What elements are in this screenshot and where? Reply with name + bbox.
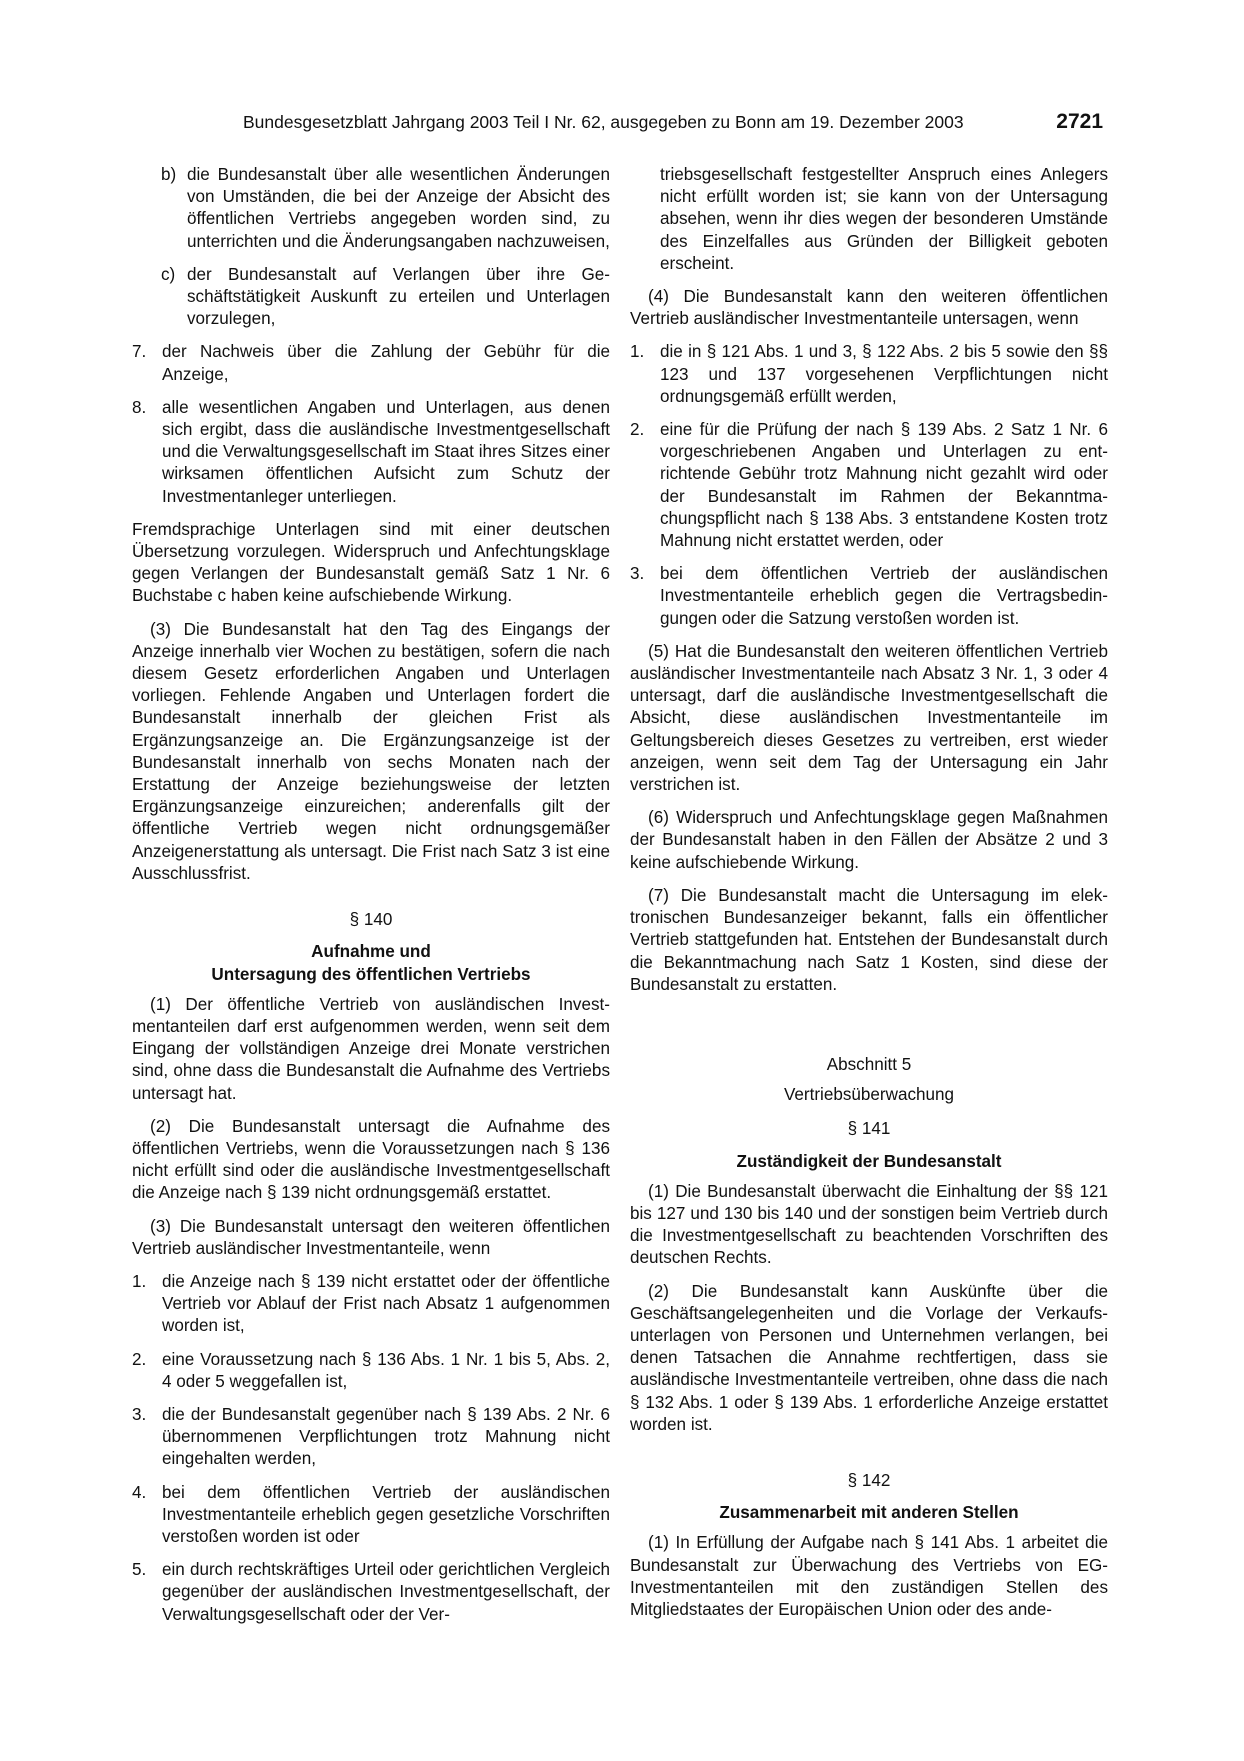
paragraph: (5) Hat die Bundesanstalt den weiteren öffentlichen Vertrieb ausländischer Investmentanteile nach Absatz 3 Nr. 1, 3 oder 4 untersagt, darf die ausländische Investmentgesellschaft die Absicht, diese ausländischen Investmentanteile im Geltungsbereich dieses Gesetzes zu vertreiben, erst wieder anzeigen, wenn seit dem Tag der Untersagung ein Jahr verstrichen ist. — [630, 641, 1108, 795]
item-text: bei dem öffentlichen Vertrieb der ausländischen Investmentanteile erheblich gegen die Vertragsbedingungen oder die Satzung verstoßen worden ist. — [660, 564, 1108, 628]
section-heading: Untersagung des öffentlichen Vertriebs — [211, 964, 531, 984]
section-heading: Zuständigkeit der Bundesanstalt — [736, 1151, 1002, 1171]
list-item — [132, 341, 610, 385]
item-number: 3. — [132, 1404, 147, 1424]
section-number: § 140 — [349, 910, 393, 930]
item-text: eine Voraussetzung nach § 136 Abs. 1 Nr. 1 bis 5, Abs. 2, 4 oder 5 weggefallen ist, — [162, 1349, 610, 1391]
list-item-continuation — [630, 164, 1108, 275]
item-number: 8. — [132, 397, 147, 417]
paragraph: (7) Die Bundesanstalt macht die Untersagung im elektronischen Bundesanzeiger bekannt, falls ein öffentlicher Vertrieb stattgefunden hat. Entstehen der Bundesanstalt durch die Bekanntmachung nach Satz 1 Kosten, sind diese der Bundesanstalt zu erstatten. — [630, 885, 1108, 994]
section-number: § 141 — [847, 1119, 891, 1139]
paragraph: (2) Die Bundesanstalt kann Auskünfte über die Geschäftsangelegenheiten und die Vorlage der Verkaufsunterlagen von Personen und Unternehmen verlangen, bei denen Tatsachen die Annahme rechtfertigen, dass sie ausländische Investmentanteile vertreiben, ohne dass die nach § 132 Abs. 1 oder § 139 Abs. 1 erforderliche Anzeige erstattet worden ist. — [630, 1281, 1108, 1434]
list-item — [132, 164, 610, 253]
page-number: 2721 — [1056, 110, 1103, 133]
item-text: eine für die Prüfung der nach § 139 Abs. 2 Satz 1 Nr. 6 vorgeschriebenen Angaben und Unterlagen zu entrichtende Gebühr trotz Mahnung nicht gezahlt wird oder der Bundesanstalt im Rahmen der Bekanntmachungspflicht nach § 138 Abs. 3 entstandene Kosten trotz Mahnung nicht erstattet werden, oder — [660, 420, 1108, 551]
item-number: 5. — [132, 1560, 147, 1580]
list-item — [132, 264, 610, 331]
list-item — [630, 419, 1108, 552]
paragraph: Fremdsprachige Unterlagen sind mit einer deutschen Übersetzung vorzulegen. Widerspruch und Anfechtungsklage gegen Verlangen der Bundesanstalt gemäß Satz 1 Nr. 6 Buchstabe c haben keine aufschiebende Wirkung. — [132, 519, 610, 606]
list-item — [630, 563, 1108, 630]
item-text: bei dem öffentlichen Vertrieb der ausländischen Investmentanteile erheblich gegen gesetzliche Vorschriften verstoßen worden ist oder — [162, 1482, 610, 1546]
section-heading: Zusammenarbeit mit anderen Stellen — [719, 1503, 1019, 1523]
paragraph: (1) Der öffentliche Vertrieb von ausländischen Investmentanteilen darf erst aufgenommen werden, wenn seit dem Eingang der vollständigen Anzeige drei Monate verstrichen sind, ohne dass die Bundesanstalt die Aufnahme des Vertriebs untersagt hat. — [132, 994, 610, 1103]
item-number: b) — [161, 165, 177, 184]
paragraph: (3) Die Bundesanstalt untersagt den weiteren öffentlichen Vertrieb ausländischer Investmentanteile, wenn — [132, 1216, 610, 1258]
paragraph: (1) Die Bundesanstalt überwacht die Einhaltung der §§ 121 bis 127 und 130 bis 140 und der sonstigen beim Vertrieb durch die Investmentgesellschaft zu beachtenden Vorschriften des deutschen Rechts. — [630, 1181, 1108, 1268]
item-number: c) — [161, 264, 176, 284]
paragraph: (3) Die Bundesanstalt hat den Tag des Eingangs der Anzeige innerhalb vier Wochen zu bestätigen, sofern die nach diesem Gesetz erforderlichen Angaben und Unterlagen vorliegen. Fehlende Angaben und Unterlagen fordert die Bundesanstalt innerhalb der gleichen Frist als Ergänzungsanzeige an. Die Ergänzungsanzeige ist der Bundesanstalt innerhalb von sechs Monaten nach der Erstattung der Anzeige beziehungsweise der letzten Ergänzungsanzeige einzureichen; anderenfalls gilt der öffentliche Vertrieb wegen nicht ordnungsgemäßer Anzeigenerstattung als untersagt. Die Frist nach Satz 3 ist eine Ausschlussfrist. — [132, 619, 610, 883]
running-title: Bundesgesetzblatt Jahrgang 2003 Teil I Nr. 62, ausgegeben zu Bonn am 19. Dezember 2003 — [243, 112, 964, 132]
item-number: 1. — [630, 342, 645, 362]
item-number: 2. — [132, 1349, 147, 1369]
page-header — [243, 108, 1103, 136]
item-text: der Nachweis über die Zahlung der Gebühr für die Anzeige, — [162, 342, 610, 384]
list-item — [132, 1349, 610, 1393]
list-item — [132, 397, 610, 508]
chapter-number: Abschnitt 5 — [826, 1054, 912, 1074]
section-heading: Aufnahme und — [311, 942, 431, 962]
item-number: 2. — [630, 420, 645, 440]
item-text: die Anzeige nach § 139 nicht erstattet oder der öffentliche Vertrieb vor Ablauf der Frist nach Absatz 1 aufgenommen worden ist, — [162, 1271, 610, 1336]
item-text: die der Bundesanstalt gegenüber nach § 139 Abs. 2 Nr. 6 übernommenen Verpflichtungen trotz Mahnung nicht eingehalten werden, — [162, 1404, 610, 1469]
list-item — [132, 1271, 610, 1338]
paragraph: (2) Die Bundesanstalt untersagt die Aufnahme des öffentlichen Vertriebs, wenn die Voraussetzungen nach § 136 nicht erfüllt sind oder die ausländische Investmentgesellschaft die Anzeige nach § 139 nicht ordnungsgemäß erstattet. — [132, 1116, 610, 1203]
item-text: triebsgesellschaft festgestellter Anspruch eines Anlegers nicht erfüllt worden ist; sie kann von der Untersagung absehen, wenn ihr dies wegen der besonderen Umstände des Einzelfalles aus Gründen der Billigkeit geboten erscheint. — [660, 165, 1108, 273]
list-item — [630, 341, 1108, 408]
item-number: 7. — [132, 342, 147, 362]
section-number: § 142 — [847, 1470, 891, 1490]
paragraph: (4) Die Bundesanstalt kann den weiteren öffentlichen Vertrieb ausländischer Investmentanteile untersagen, wenn — [630, 287, 1108, 329]
item-text: der Bundesanstalt auf Verlangen über ihre Geschäftstätigkeit Auskunft zu erteilen und Unterlagen vorzulegen, — [187, 264, 610, 329]
item-text: die in § 121 Abs. 1 und 3, § 122 Abs. 2 bis 5 sowie den §§ 123 und 137 vorgesehenen Verpflichtungen nicht ordnungsgemäß erfüllt werden, — [660, 342, 1108, 406]
paragraph: (1) In Erfüllung der Aufgabe nach § 141 Abs. 1 arbeitet die Bundesanstalt zur Überwachung des Vertriebs von EG-Investmentanteilen mit den zuständigen Stellen des Mitgliedstaates der Europäischen Union oder des ande- — [630, 1533, 1108, 1619]
left-column — [132, 164, 610, 1637]
list-item — [132, 1482, 610, 1549]
item-text: die Bundesanstalt über alle wesentlichen Änderungen von Umständen, die bei der Anzeige der Absicht des öffentlichen Vertriebs angegeben worden sind, zu unterrichten und die Änderungsangaben nachzuweisen, — [187, 165, 610, 251]
item-number: 4. — [132, 1482, 147, 1502]
right-column — [630, 164, 1108, 1632]
item-number: 3. — [630, 564, 645, 584]
list-item — [132, 1404, 610, 1471]
item-number: 1. — [132, 1271, 147, 1291]
list-item — [132, 1559, 610, 1626]
paragraph: (6) Widerspruch und Anfechtungsklage gegen Maßnahmen der Bundesanstalt haben in den Fällen der Absätze 2 und 3 keine aufschiebende Wirkung. — [630, 808, 1108, 872]
chapter-title: Vertriebsüberwachung — [783, 1085, 955, 1105]
item-text: ein durch rechtskräftiges Urteil oder gerichtlichen Vergleich gegenüber der ausländischen Investmentgesellschaft, der Verwaltungsgesellschaft oder der Ver- — [162, 1560, 610, 1624]
item-text: alle wesentlichen Angaben und Unterlagen, aus denen sich ergibt, dass die ausländische Investmentgesellschaft und die Verwaltungsgesellschaft im Staat ihres Sitzes einer wirksamen öffentlichen Aufsicht zum Schutz der Investmentanleger unterliegen. — [162, 397, 610, 506]
